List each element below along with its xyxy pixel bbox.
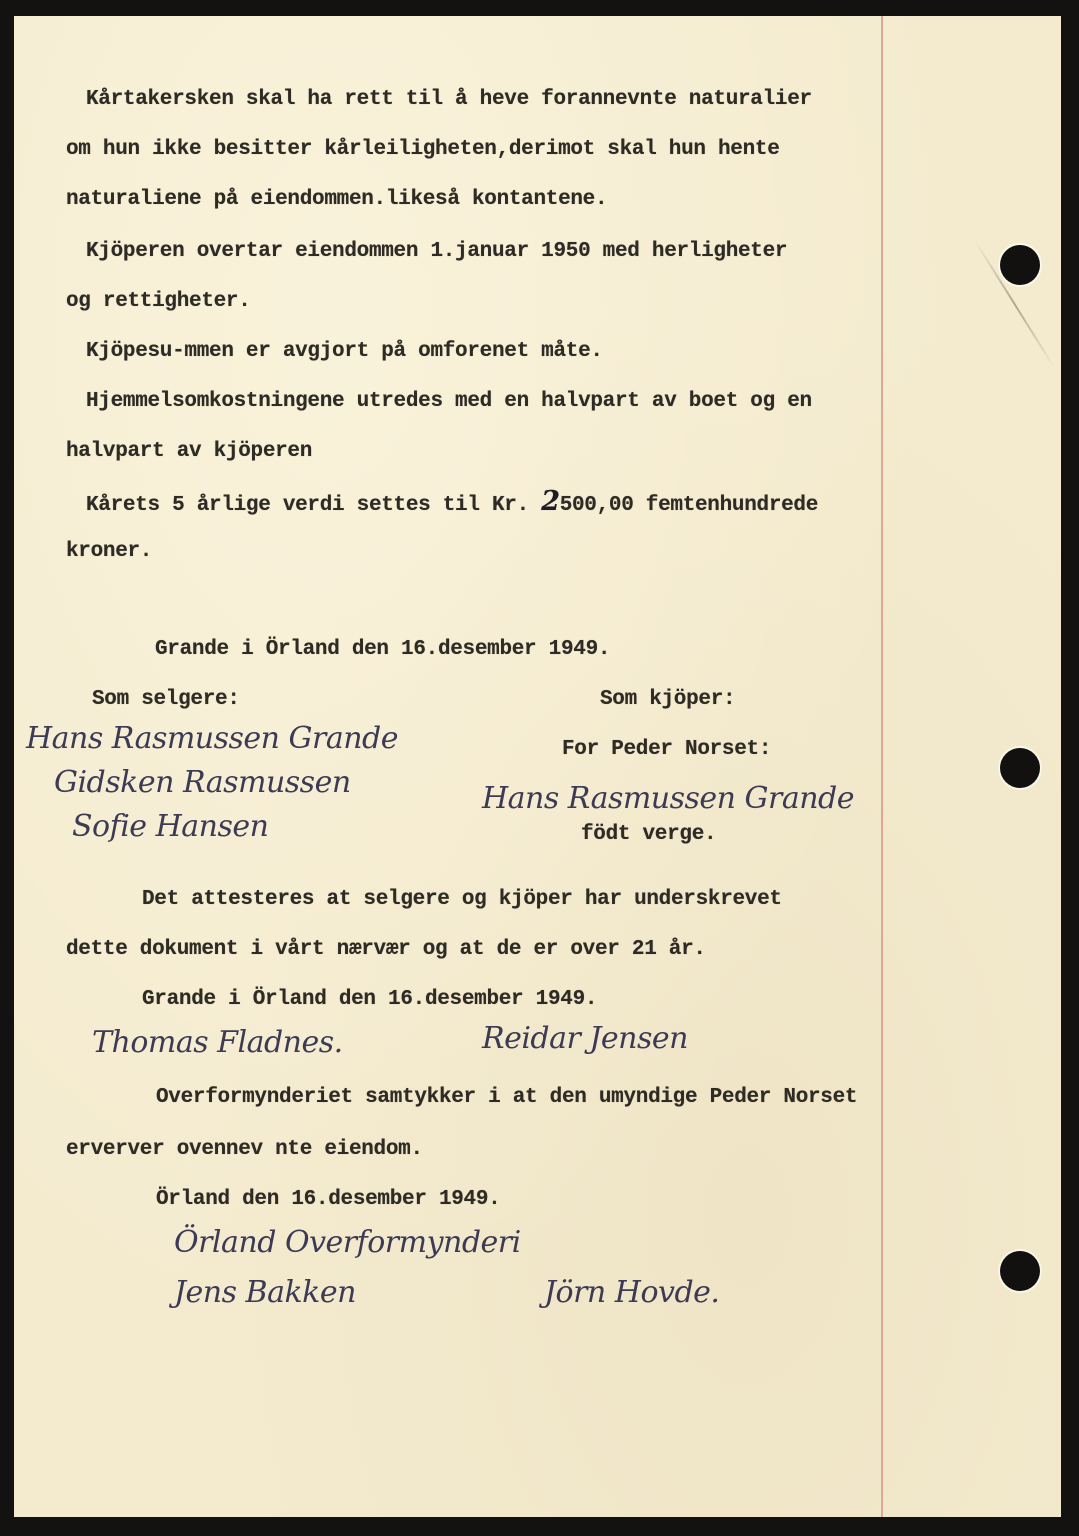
text-line: dette dokument i vårt nærvær og at de er over 21 år.	[66, 938, 706, 961]
text-line: halvpart av kjöperen	[66, 440, 313, 463]
handwritten-correction: 2	[541, 486, 560, 517]
text-line: naturaliene på eiendommen.likeså kontantene.	[66, 188, 608, 211]
buyer-heading: Som kjöper:	[600, 688, 736, 711]
sellers-heading: Som selgere:	[92, 688, 240, 711]
text-line: Kårtakersken skal ha rett til å heve forannevnte naturalier	[86, 88, 812, 111]
text-line: Det attesteres at selgere og kjöper har underskrevet	[142, 888, 782, 911]
witness-signature: Reidar Jensen	[482, 1021, 688, 1056]
authority-signature: Jens Bakken	[174, 1275, 356, 1310]
text-line: om hun ikke besitter kårleiligheten,derimot skal hun hente	[66, 138, 780, 161]
text-line: Kjöperen overtar eiendommen 1.januar 1950 med herligheter	[86, 240, 788, 263]
red-margin-line	[881, 16, 883, 1517]
punch-hole-icon	[1000, 245, 1040, 285]
witness-signature: Thomas Fladnes.	[92, 1025, 343, 1060]
seller-signature: Sofie Hansen	[72, 809, 269, 844]
place-date: Örland den 16.desember 1949.	[156, 1188, 501, 1211]
text-line-value	[86, 486, 819, 518]
text-line: Kjöpesu-mmen er avgjort på omforenet måte.	[86, 340, 603, 363]
seller-signature: Gidsken Rasmussen	[54, 765, 351, 800]
buyer-role: födt verge.	[581, 823, 717, 846]
value-suffix: 500,00 femtenhundrede	[559, 494, 819, 517]
authority-signature: Örland Overformynderi	[174, 1225, 521, 1260]
value-prefix: Kårets 5 årlige verdi settes til Kr.	[86, 494, 542, 517]
text-line: kroner.	[66, 540, 153, 563]
place-date: Grande i Örland den 16.desember 1949.	[155, 638, 611, 661]
buyer-signature: Hans Rasmussen Grande	[482, 781, 854, 816]
text-line: og rettigheter.	[66, 290, 251, 313]
buyer-for-line: For Peder Norset:	[562, 738, 772, 761]
place-date: Grande i Örland den 16.desember 1949.	[142, 988, 598, 1011]
text-line: Hjemmelsomkostningene utredes med en halvpart av boet og en	[86, 390, 812, 413]
punch-hole-icon	[1000, 748, 1040, 788]
text-line: erverver ovennev nte eiendom.	[66, 1138, 423, 1161]
authority-signature: Jörn Hovde.	[544, 1275, 720, 1310]
seller-signature: Hans Rasmussen Grande	[26, 721, 398, 756]
punch-hole-icon	[1000, 1251, 1040, 1291]
text-line: Overformynderiet samtykker i at den umyndige Peder Norset	[156, 1086, 858, 1109]
document-page	[14, 16, 1061, 1517]
